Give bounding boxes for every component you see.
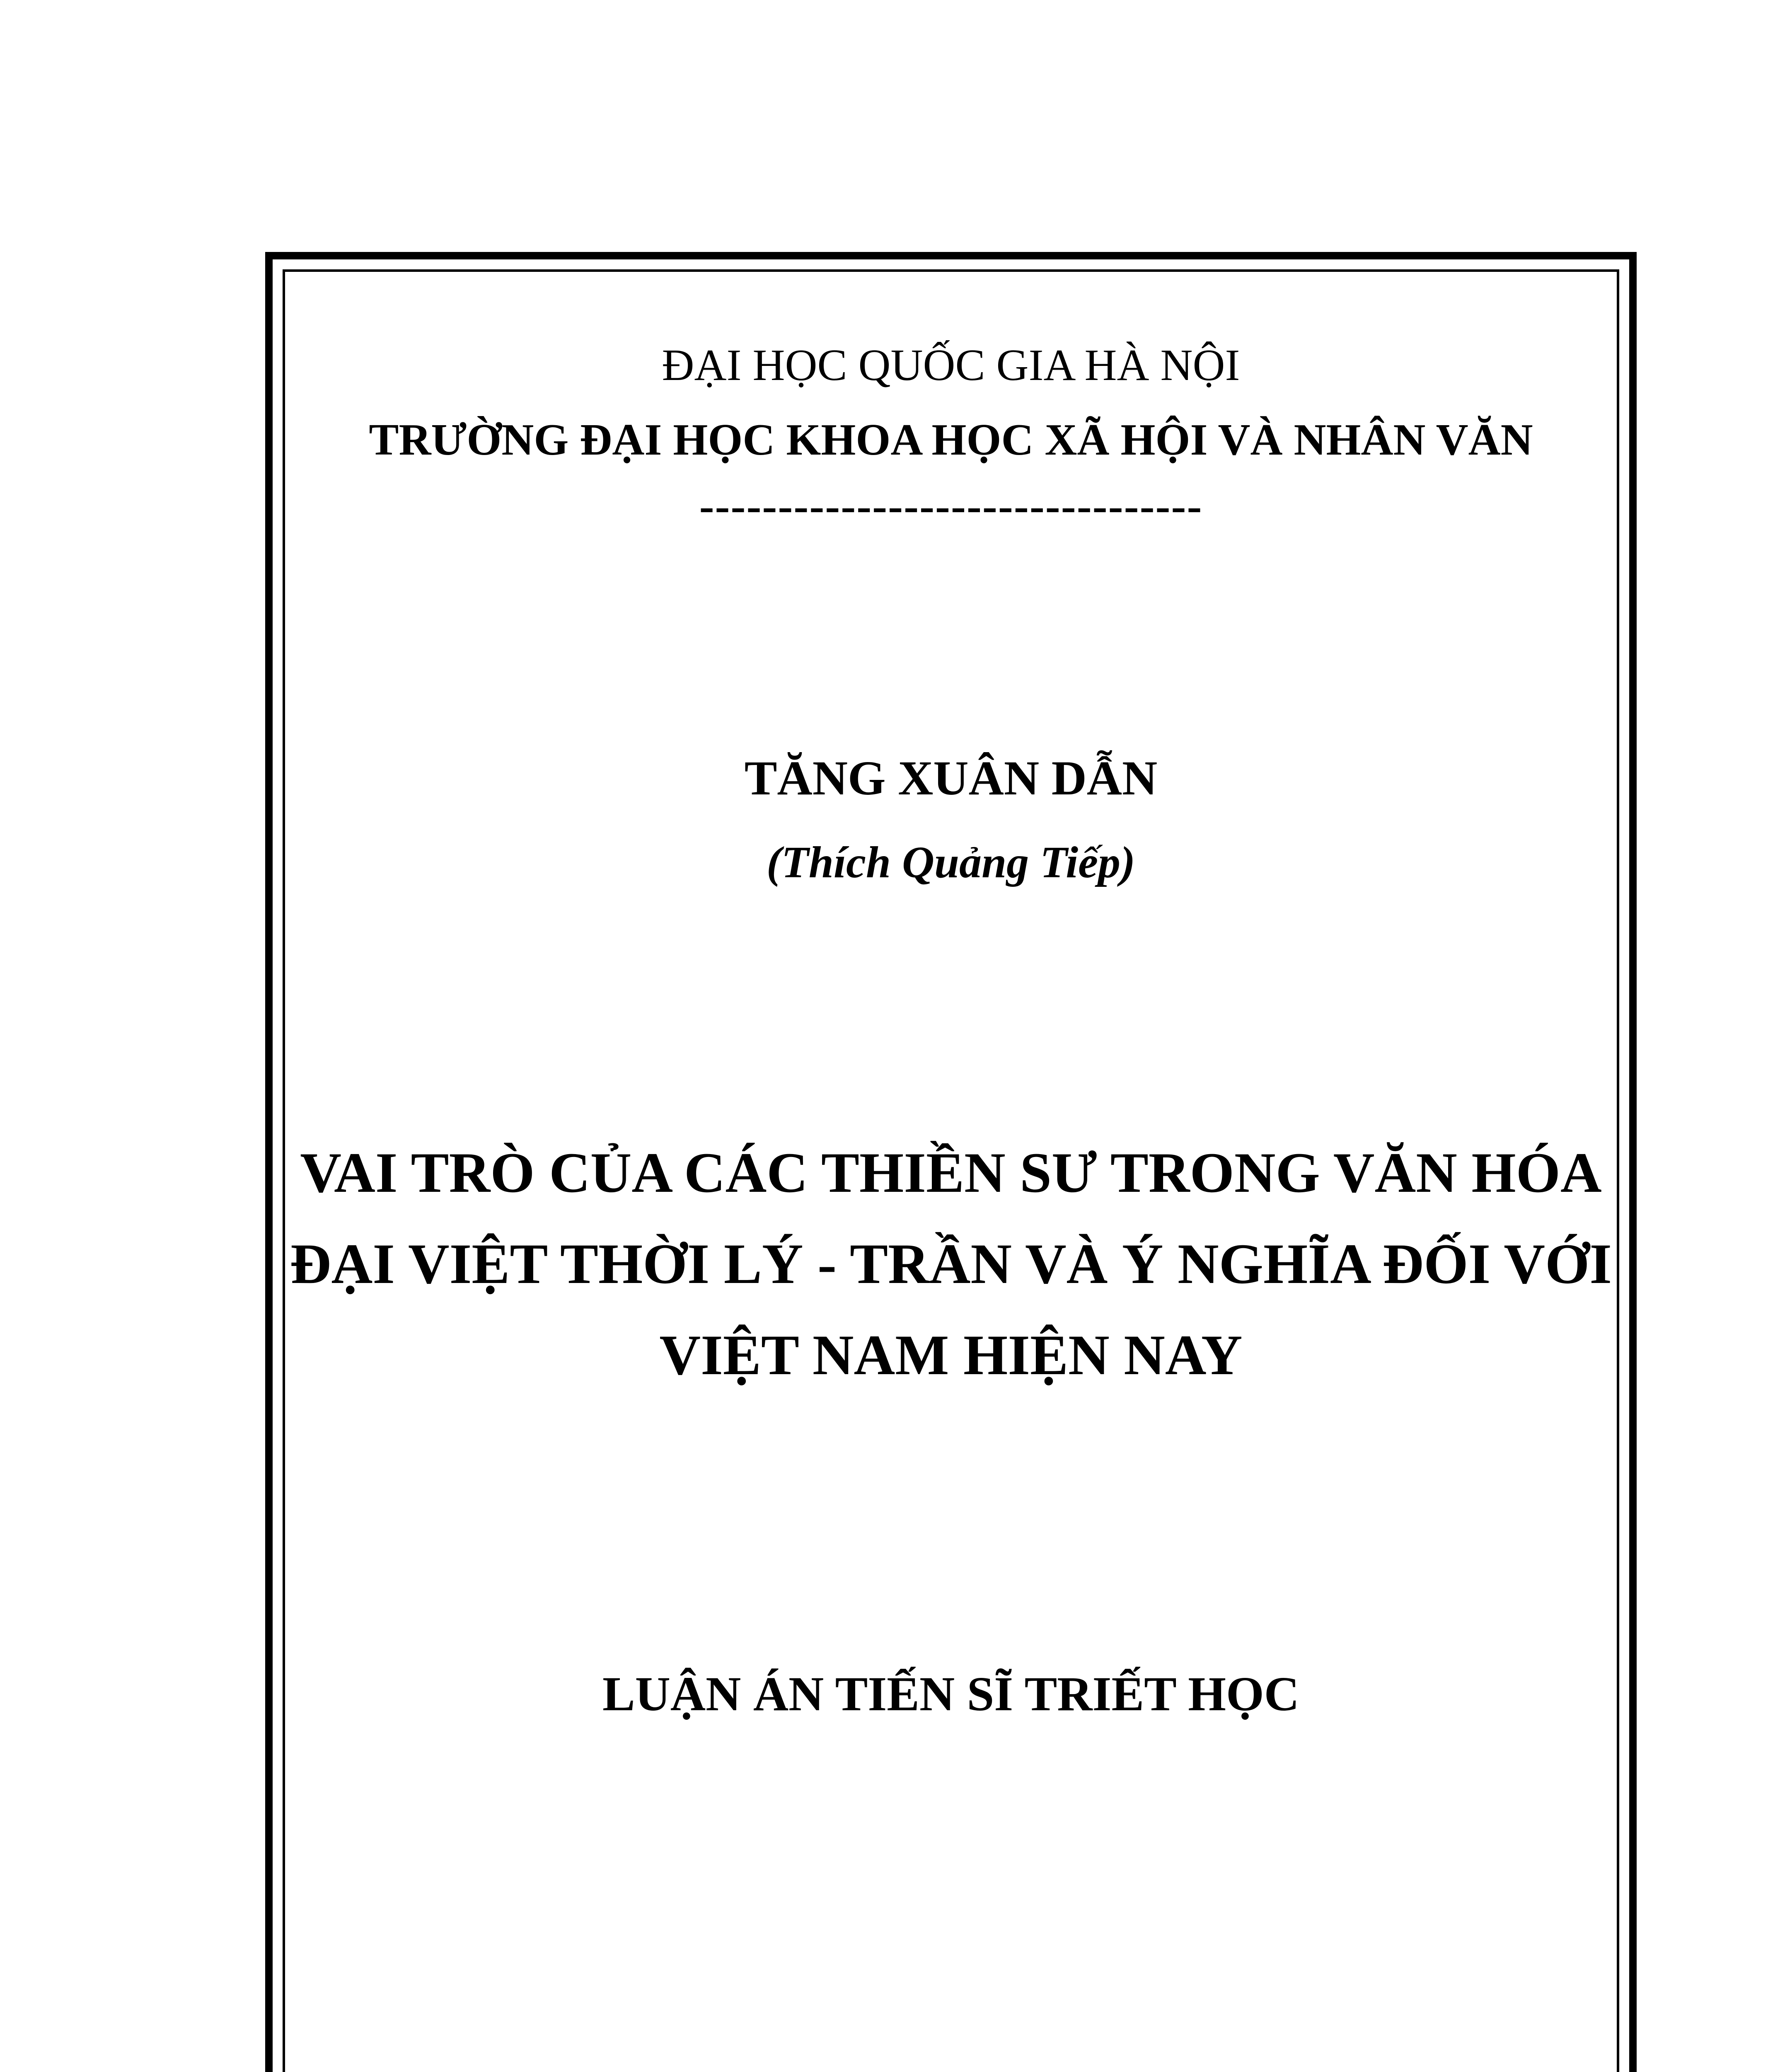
thesis-title-line: VIỆT NAM HIỆN NAY: [659, 1323, 1243, 1387]
thesis-title-line: ĐẠI VIỆT THỜI LÝ - TRẦN VÀ Ý NGHĨA ĐỐI VỚI: [290, 1232, 1612, 1295]
degree-type: LUẬN ÁN TIẾN SĨ TRIẾT HỌC: [602, 1667, 1300, 1721]
author-name: TĂNG XUÂN DẪN: [744, 751, 1158, 805]
university-name: ĐẠI HỌC QUỐC GIA HÀ NỘI: [662, 341, 1240, 390]
faculty-name: TRƯỜNG ĐẠI HỌC KHOA HỌC XÃ HỘI VÀ NHÂN VĂN: [369, 415, 1533, 465]
thesis-title-line: VAI TRÒ CỦA CÁC THIỀN SƯ TRONG VĂN HÓA: [300, 1141, 1602, 1204]
author-dharma-name: (Thích Quảng Tiếp): [767, 838, 1135, 887]
separator-line: --------------------------------: [699, 482, 1203, 531]
thesis-title: [286, 1127, 1616, 1401]
